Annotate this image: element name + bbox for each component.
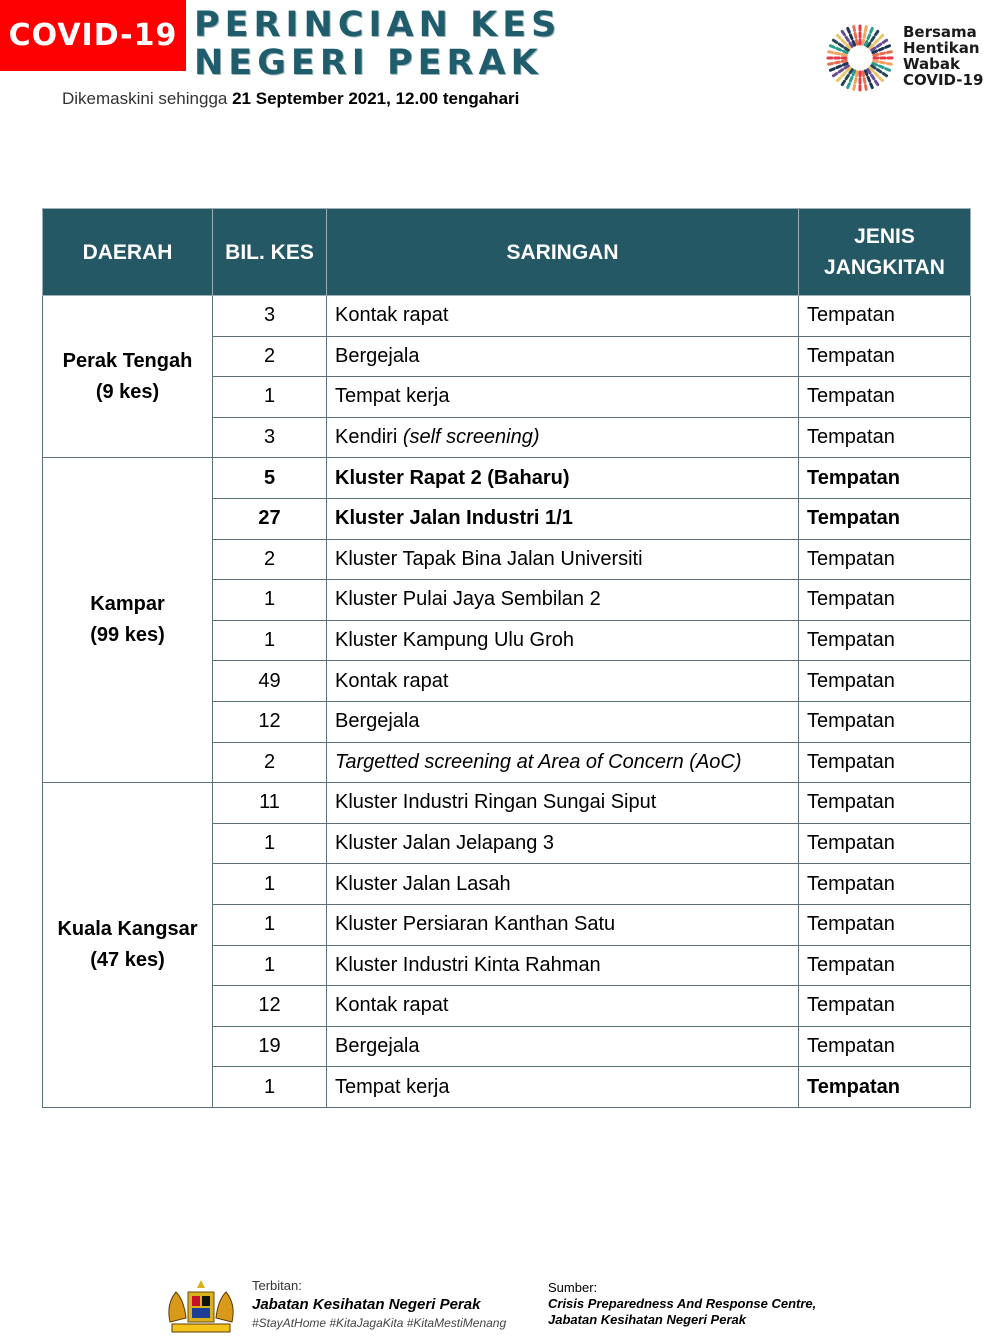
footer [0,1270,1008,1344]
logo-line: COVID-19 [903,71,984,89]
table-row [43,296,971,337]
case-count-cell: 11 [213,783,327,824]
infection-type-cell: Tempatan [799,1026,971,1067]
screening-cell [327,783,799,824]
case-count-cell: 1 [213,580,327,621]
screening-text: Kluster Industri Ringan Sungai Siput [335,791,657,814]
column-header-infection-type: JENIS JANGKITAN [799,209,971,296]
screening-text: Kluster Jalan Industri 1/1 [335,507,573,530]
screening-text: Kontak rapat [335,994,449,1017]
district-cell [43,296,213,458]
table-header-row [43,209,971,296]
screening-cell [327,417,799,458]
screening-text: Kontak rapat [335,304,449,327]
title-line-1: PERINCIAN KES [194,5,562,45]
infection-type-cell: Tempatan [799,904,971,945]
screening-text: Kluster Jalan Lasah [335,872,511,895]
screening-text: Kluster Rapat 2 (Baharu) [335,466,570,489]
screening-cell [327,539,799,580]
title-line-2: NEGERI PERAK [194,43,543,83]
logo-line: Wabak [903,55,960,73]
district-cell [43,783,213,1108]
case-count-cell: 1 [213,864,327,905]
case-count-cell: 1 [213,1067,327,1108]
screening-cell [327,701,799,742]
case-count-cell: 1 [213,823,327,864]
logo-line: Bersama [903,23,977,41]
screening-cell [327,986,799,1027]
hashtags: #StayAtHome #KitaJagaKita #KitaMestiMenang [252,1316,507,1330]
district-name: Perak Tengah [62,349,193,372]
screening-cell [327,742,799,783]
infection-type-cell: Tempatan [799,458,971,499]
case-count-cell: 2 [213,336,327,377]
publisher-name: Jabatan Kesihatan Negeri Perak [252,1296,481,1313]
source-block [548,1280,816,1328]
screening-text: Kluster Pulai Jaya Sembilan 2 [335,588,601,611]
table-row [43,783,971,824]
infection-type-cell: Tempatan [799,661,971,702]
case-count-cell: 49 [213,661,327,702]
screening-note: Targetted screening at Area of Concern (AoC) [335,750,742,773]
case-count-cell: 1 [213,620,327,661]
screening-text: Kendiri [335,426,403,449]
screening-note: (self screening) [402,426,540,449]
screening-text: Kluster Tapak Bina Jalan Universiti [335,547,643,570]
infection-type-cell: Tempatan [799,864,971,905]
screening-cell [327,580,799,621]
column-header-district: DAERAH [43,209,213,296]
infection-type-cell: Tempatan [799,823,971,864]
case-count-cell: 2 [213,742,327,783]
source-line-1: Crisis Preparedness And Response Centre, [548,1296,817,1311]
screening-cell [327,336,799,377]
sunburst-icon [826,18,898,102]
case-count-cell: 12 [213,701,327,742]
column-header-screening: SARINGAN [327,209,799,296]
infection-type-cell: Tempatan [799,742,971,783]
update-timestamp [62,89,519,109]
infection-type-cell: Tempatan [799,539,971,580]
screening-text: Bergejala [335,344,420,367]
screening-cell [327,823,799,864]
screening-text: Kontak rapat [335,669,449,692]
infection-type-cell: Tempatan [799,377,971,418]
district-name: Kampar [90,593,165,616]
covid-badge: COVID-19 [0,0,186,71]
screening-text: Bergejala [335,1034,420,1057]
logo-line: Hentikan [903,39,980,57]
table-row [43,458,971,499]
infection-type-cell: Tempatan [799,986,971,1027]
screening-cell [327,945,799,986]
state-crest-icon [162,1278,240,1340]
case-count-cell: 12 [213,986,327,1027]
screening-cell [327,1067,799,1108]
infection-type-cell: Tempatan [799,580,971,621]
source-line-2: Jabatan Kesihatan Negeri Perak [548,1312,746,1327]
case-count-cell: 1 [213,377,327,418]
district-total: (99 kes) [90,624,165,647]
case-count-cell: 5 [213,458,327,499]
infection-type-cell: Tempatan [799,336,971,377]
infection-type-cell: Tempatan [799,701,971,742]
case-count-cell: 27 [213,498,327,539]
update-value: 21 September 2021, 12.00 tengahari [232,89,520,108]
infection-type-cell: Tempatan [799,1067,971,1108]
screening-text: Tempat kerja [335,1075,450,1098]
page-title [194,6,561,82]
district-name: Kuala Kangsar [57,918,198,940]
district-cell [43,458,213,783]
screening-cell [327,458,799,499]
column-header-case-count: BIL. KES [213,209,327,296]
screening-text: Kluster Industri Kinta Rahman [335,953,601,976]
publisher-label: Terbitan: [252,1278,302,1293]
infection-type-cell: Tempatan [799,783,971,824]
screening-cell [327,377,799,418]
campaign-logo [826,18,996,102]
screening-cell [327,904,799,945]
screening-text: Kluster Jalan Jelapang 3 [335,832,555,855]
district-total: (9 kes) [95,380,160,403]
case-count-cell: 2 [213,539,327,580]
case-count-cell: 3 [213,296,327,337]
case-count-cell: 19 [213,1026,327,1067]
infection-type-cell: Tempatan [799,417,971,458]
infection-type-cell: Tempatan [799,498,971,539]
screening-cell [327,296,799,337]
screening-text: Tempat kerja [335,385,450,408]
source-label: Sumber: [548,1280,598,1295]
case-count-cell: 1 [213,904,327,945]
case-count-cell: 3 [213,417,327,458]
campaign-logo-text [903,24,983,88]
infection-type-cell: Tempatan [799,620,971,661]
screening-cell [327,498,799,539]
screening-text: Bergejala [335,710,420,733]
screening-cell [327,661,799,702]
screening-text: Kluster Persiaran Kanthan Satu [335,913,616,936]
case-count-cell: 1 [213,945,327,986]
screening-cell [327,620,799,661]
case-breakdown-table [42,208,971,1108]
infection-type-cell: Tempatan [799,296,971,337]
district-total: (47 kes) [90,949,165,971]
screening-cell [327,864,799,905]
screening-cell [327,1026,799,1067]
screening-text: Kluster Kampung Ulu Groh [335,629,575,652]
publisher-block [252,1276,506,1333]
infection-type-cell: Tempatan [799,945,971,986]
update-prefix: Dikemaskini sehingga [62,89,233,108]
